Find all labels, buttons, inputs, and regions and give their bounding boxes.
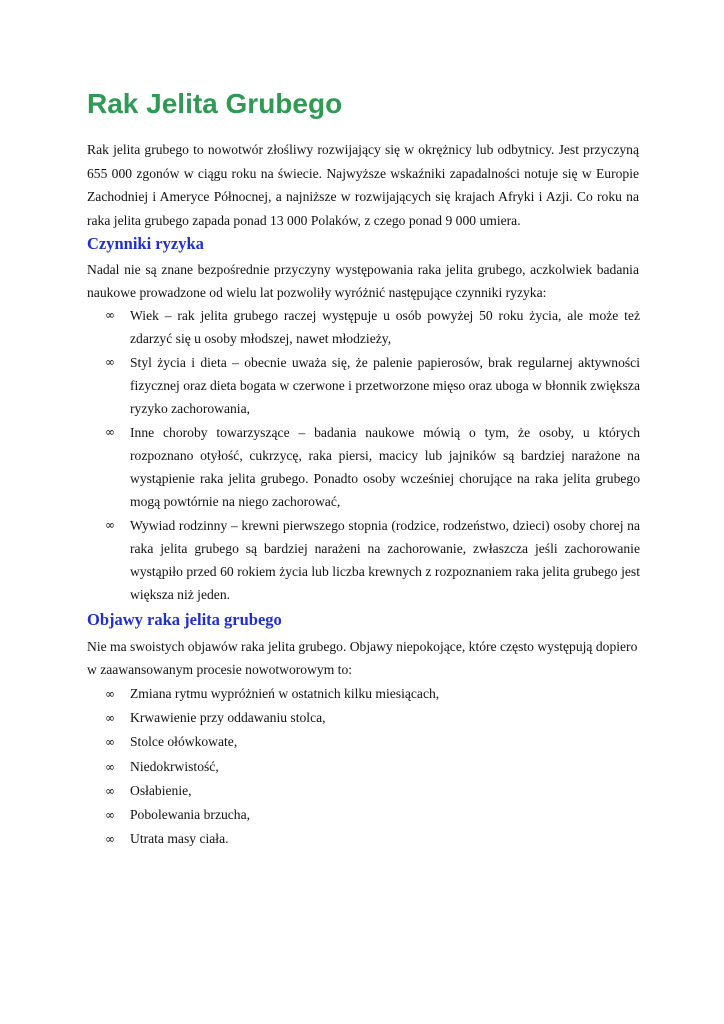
list-item-text: Inne choroby towarzyszące – badania naukowe mówią o tym, że osoby, u których rozpoznano otyłość, cukrzycę, raka piersi, macicy lub jajników są bardziej narażone na wystąpienie raka jelita grubego. Ponadto osoby wcześniej chorujące na raka jelita grubego mogą powtórnie na niego zachorować, [130, 425, 640, 509]
symptoms-heading: Objawy raka jelita grubego [87, 610, 282, 629]
risk-factors-heading: Czynniki ryzyka [87, 234, 204, 253]
list-item-text: Pobolewania brzucha, [130, 807, 251, 823]
list-item [0, 351, 640, 420]
list-item-text: Zmiana rytmu wypróżnień w ostatnich kilku miesiącach, [130, 686, 440, 701]
list-item [0, 827, 640, 851]
infinity-bullet-icon: ∞ [105, 783, 115, 798]
infinity-bullet-icon: ∞ [105, 425, 115, 439]
list-item [0, 706, 640, 730]
list-item [0, 779, 640, 803]
list-item-text: Styl życia i dieta – obecnie uważa się, że palenie papierosów, brak regularnej aktywności fizycznej oraz dieta bogata w czerwone i przetworzone mięso oraz uboga w błonnik zwiększa ryzyko zachorowania, [130, 355, 640, 416]
risk-factors-paragraph: Nadal nie są znane bezpośrednie przyczyny występowania raka jelita grubego, aczkolwiek badania naukowe prowadzone od wielu lat pozwoliły wyróżnić następujące czynniki ryzyka: [87, 262, 639, 300]
infinity-bullet-icon: ∞ [105, 808, 115, 823]
list-item [0, 514, 640, 606]
list-item [0, 755, 640, 779]
intro-paragraph: Rak jelita grubego to nowotwór złośliwy rozwijający się w okrężnicy lub odbytnicy. Jest przyczyną 655 000 zgonów w ciągu roku na świecie. Najwyższe wskaźniki zapadalności notuje się w Europie Zachodniej i Ameryce Północnej, a najniższe w rozwijających się krajach Afryki i Azji. Co roku na raka jelita grubego zapada ponad 13 000 Polaków, z czego ponad 9 000 umiera. [87, 142, 639, 228]
infinity-bullet-icon: ∞ [105, 711, 115, 726]
list-item [0, 421, 640, 513]
infinity-bullet-icon: ∞ [105, 735, 115, 750]
list-item [0, 803, 640, 827]
infinity-bullet-icon: ∞ [105, 355, 115, 369]
list-item-text: Wiek – rak jelita grubego raczej występuje u osób powyżej 50 roku życia, ale może też zdarzyć się u osoby młodszej, nawet młodzieży, [130, 308, 640, 346]
infinity-bullet-icon: ∞ [105, 308, 115, 322]
symptoms-paragraph: Nie ma swoistych objawów raka jelita grubego. Objawy niepokojące, które często występują dopiero w zaawansowanym procesie nowotworowym to: [87, 639, 638, 677]
infinity-bullet-icon: ∞ [105, 518, 115, 532]
list-item-text: Krwawienie przy oddawaniu stolca, [130, 710, 326, 726]
list-item [0, 730, 640, 754]
infinity-bullet-icon: ∞ [105, 687, 115, 701]
infinity-bullet-icon: ∞ [105, 832, 115, 847]
risk-factors-list [0, 304, 640, 607]
symptoms-list [0, 682, 640, 851]
list-item-text: Stolce ołówkowate, [130, 734, 238, 750]
page-title: Rak Jelita Grubego [87, 88, 343, 119]
list-item-text: Wywiad rodzinny – krewni pierwszego stopnia (rodzice, rodzeństwo, dzieci) osoby chorej na raka jelita grubego są bardziej narażeni na zachorowanie, zwłaszcza jeśli zachorowanie wystąpiło przed 60 rokiem życia lub liczba krewnych z rozpoznaniem raka jelita grubego jest większa niż jeden. [130, 518, 640, 602]
list-item [0, 682, 640, 706]
infinity-bullet-icon: ∞ [105, 759, 115, 774]
list-item [0, 304, 640, 350]
list-item-text: Osłabienie, [130, 782, 192, 798]
list-item-text: Niedokrwistość, [130, 758, 219, 774]
list-item-text: Utrata masy ciała. [130, 831, 229, 847]
